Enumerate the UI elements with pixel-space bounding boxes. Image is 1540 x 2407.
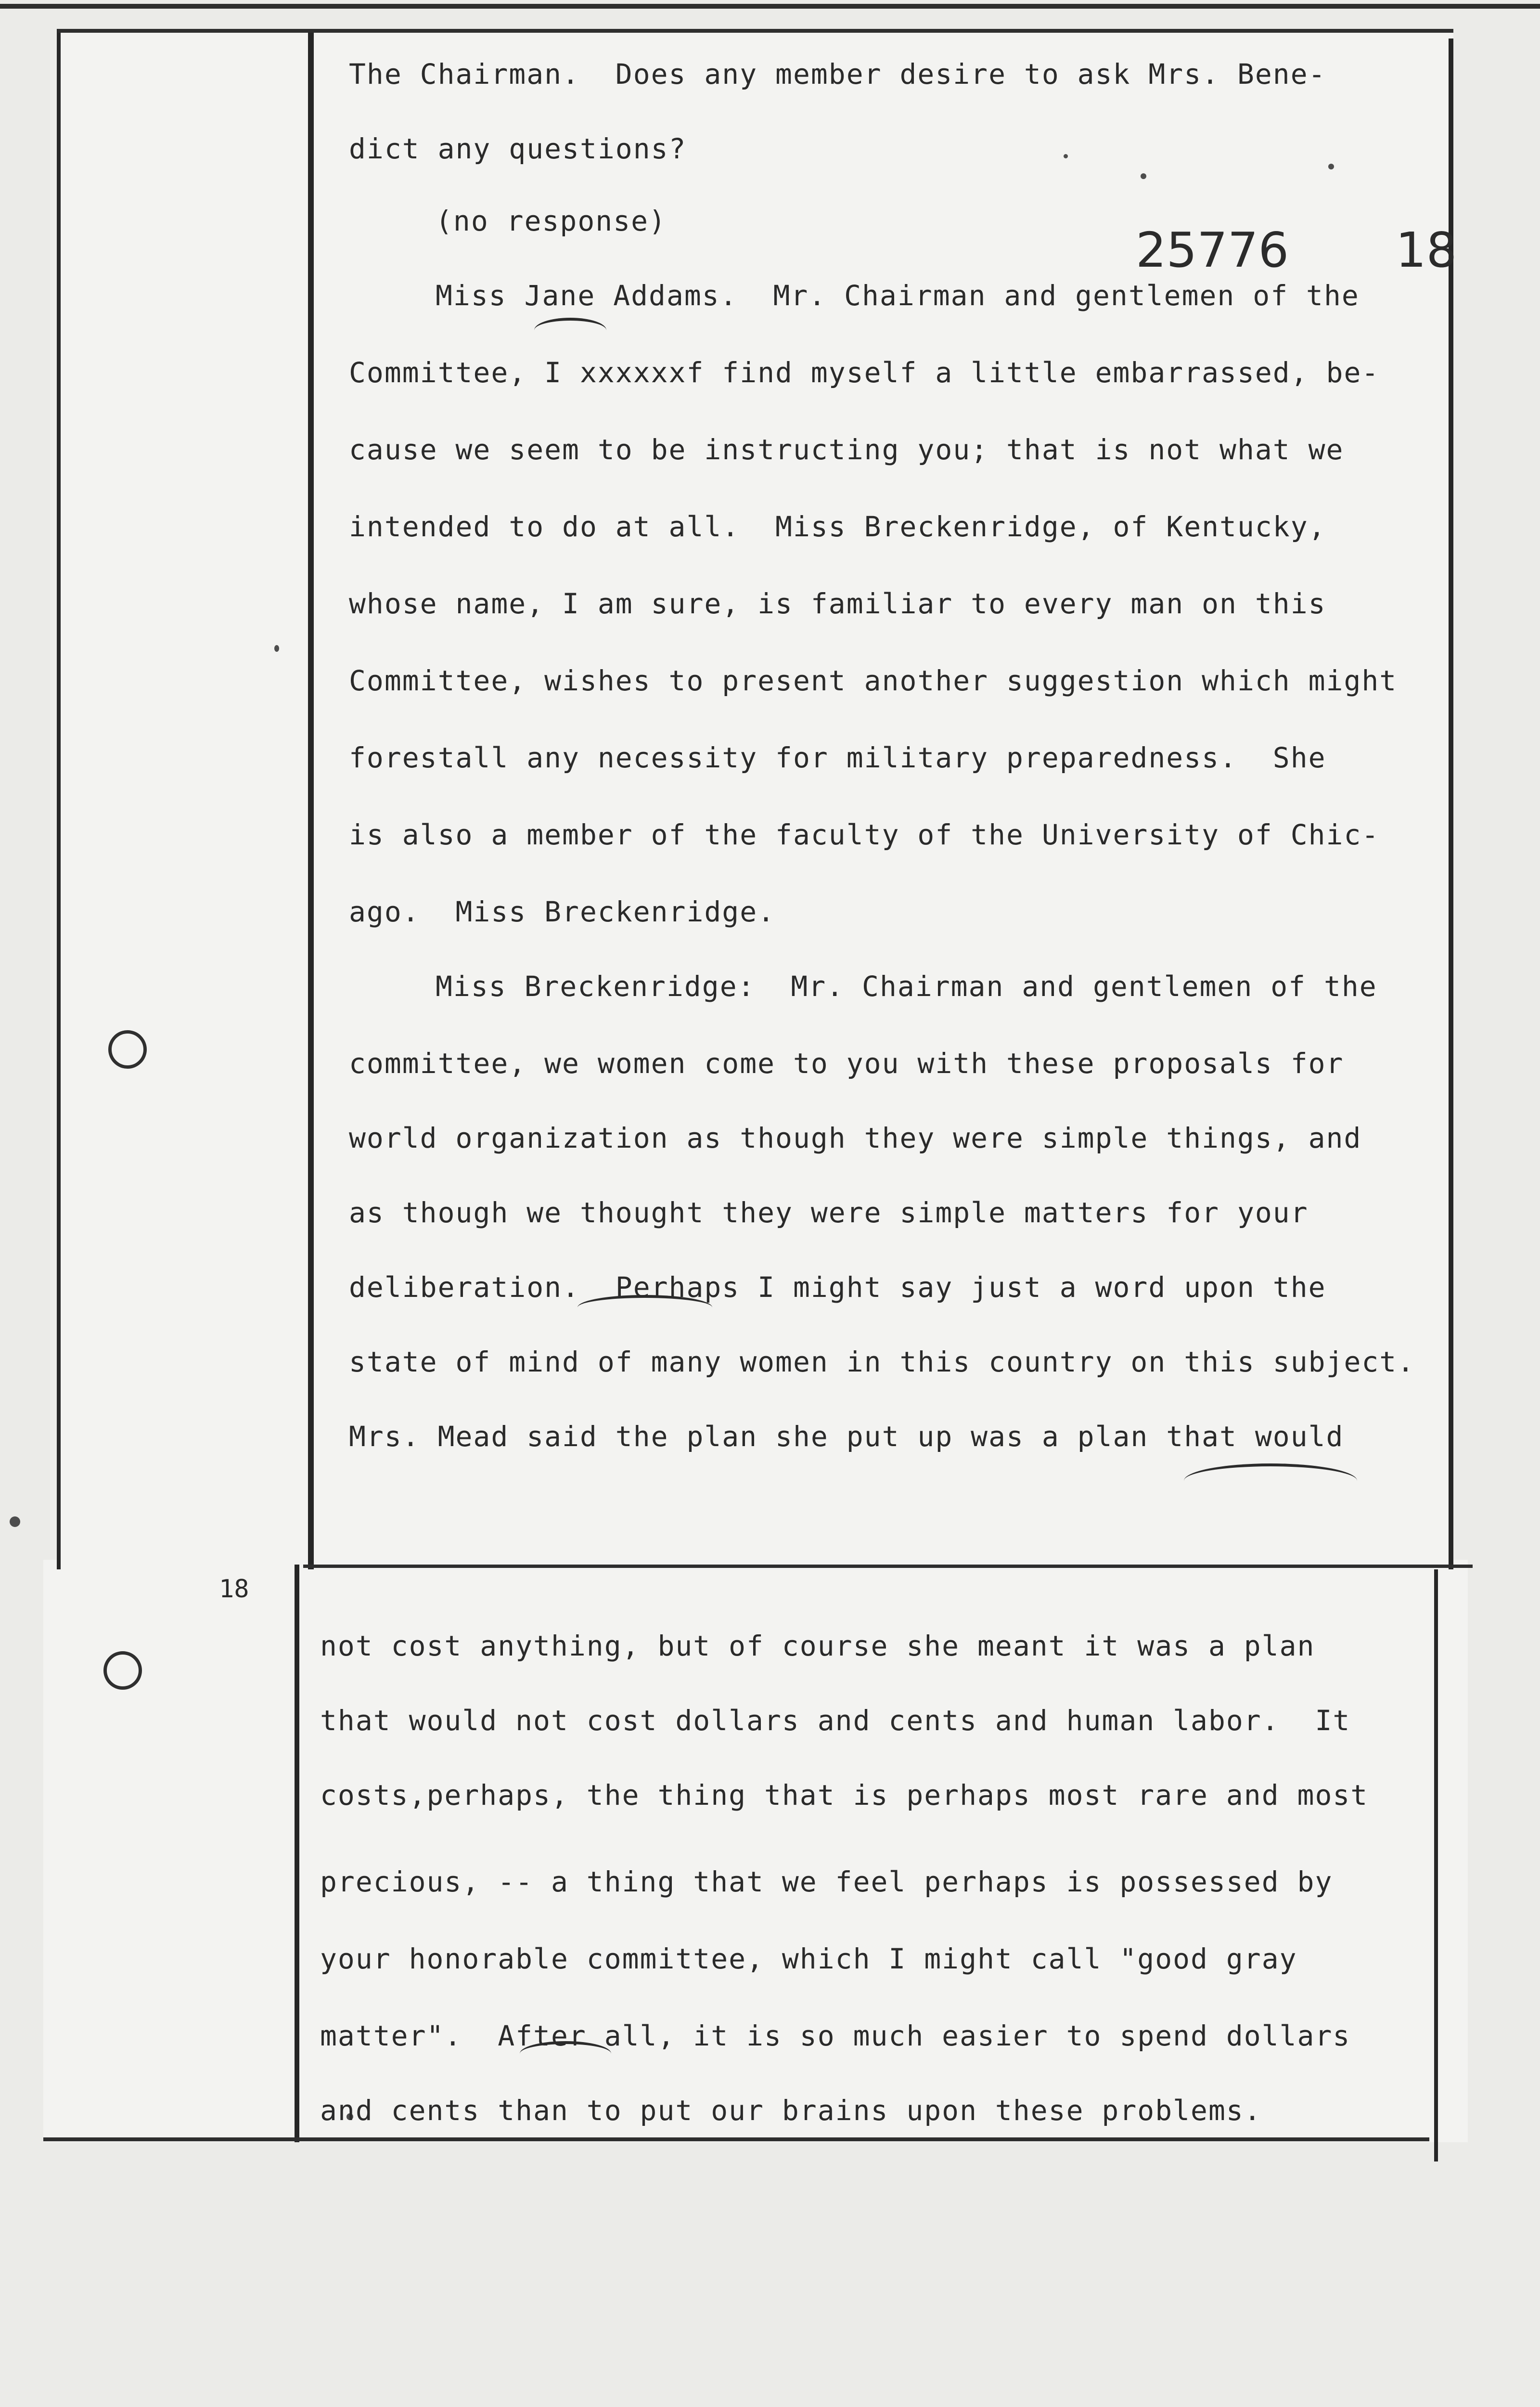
fold-rule <box>303 1565 1473 1568</box>
text-line: committee, we women come to you with these proposals for <box>349 1047 1344 1080</box>
top-rule <box>58 29 1453 33</box>
text-line: Committee, wishes to present another suggestion which might <box>349 664 1398 697</box>
text-line: as though we thought they were simple matters for your <box>349 1196 1309 1229</box>
text-line: and cents than to put our brains upon these problems. <box>320 2094 1262 2127</box>
text-line: cause we seem to be instructing you; that is not what we <box>349 433 1344 466</box>
text-line: world organization as though they were simple things, and <box>349 1122 1362 1154</box>
text-line: is also a member of the faculty of the University of Chic- <box>349 818 1380 851</box>
text-line: state of mind of many women in this country on this subject. <box>349 1346 1415 1378</box>
speck <box>1141 173 1146 179</box>
text-line: ago. Miss Breckenridge. <box>349 895 776 928</box>
text-line: matter". After all, it is so much easier to spend dollars <box>320 2019 1351 2052</box>
speck <box>274 645 279 652</box>
punch-hole-lower <box>103 1651 142 1690</box>
speck <box>1328 164 1334 169</box>
text-line: not cost anything, but of course she meant it was a plan <box>320 1630 1315 1662</box>
stamp-number: 25776 <box>1136 222 1289 278</box>
text-line: Committee, I xxxxxxf find myself a little embarrassed, be- <box>349 356 1380 389</box>
text-line: Miss Jane Addams. Mr. Chairman and gentlemen of the <box>436 279 1360 312</box>
text-line: forestall any necessity for military preparedness. She <box>349 741 1326 774</box>
speck <box>1064 154 1068 158</box>
text-line: that would not cost dollars and cents and human labor. It <box>320 1704 1351 1737</box>
lower-right-rule <box>1434 1569 1438 2161</box>
text-line: precious, -- a thing that we feel perhaps is possessed by <box>320 1865 1333 1898</box>
text-line: intended to do at all. Miss Breckenridge, of Kentucky, <box>349 510 1326 543</box>
lower-bottom-rule <box>43 2137 1429 2141</box>
left-margin-rule <box>308 29 314 1569</box>
speck <box>10 1516 20 1527</box>
text-line: dict any questions? <box>349 132 687 165</box>
top-page-border <box>0 4 1540 9</box>
text-line: Miss Breckenridge: Mr. Chairman and gentlemen of the <box>436 970 1377 1003</box>
side-page-number: 18 <box>219 1575 249 1604</box>
text-line: deliberation. Perhaps I might say just a word upon the <box>349 1271 1326 1304</box>
text-line: Mrs. Mead said the plan she put up was a plan that would <box>349 1420 1344 1453</box>
lower-margin-rule <box>295 1565 299 2142</box>
text-line: whose name, I am sure, is familiar to every man on this <box>349 587 1326 620</box>
stamp-page-number: 18 <box>1396 222 1457 278</box>
punch-hole-upper <box>108 1030 147 1069</box>
text-line: (no response) <box>436 205 667 237</box>
text-line: your honorable committee, which I might call "good gray <box>320 1942 1297 1975</box>
text-line: The Chairman. Does any member desire to ask Mrs. Bene- <box>349 58 1326 91</box>
text-line: costs,perhaps, the thing that is perhaps most rare and most <box>320 1779 1369 1812</box>
left-edge-line <box>57 29 61 1569</box>
